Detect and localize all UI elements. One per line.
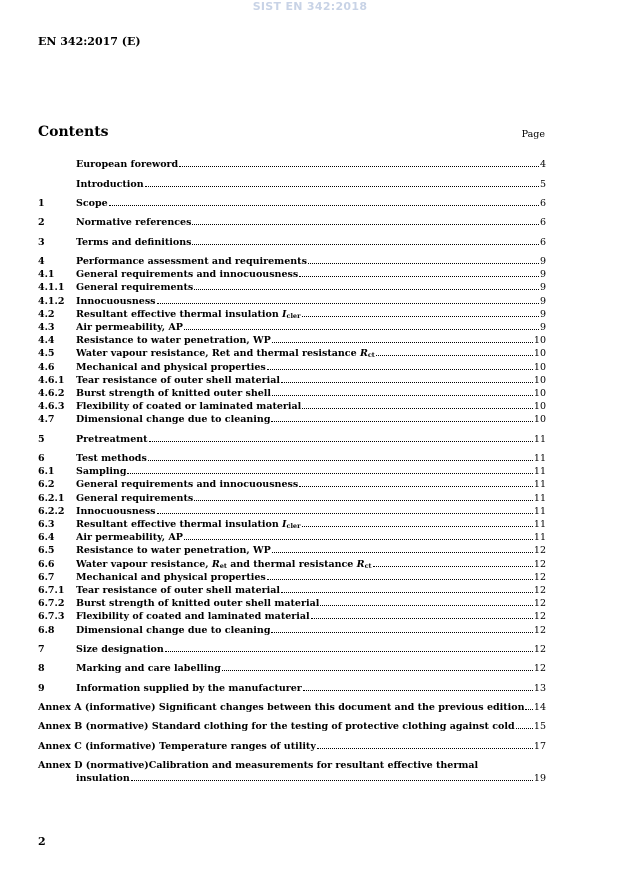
toc-entry-number: 6.6	[38, 558, 55, 570]
toc-entry-page: 11	[533, 466, 546, 478]
dot-leader	[299, 486, 533, 487]
document-id: EN 342:2017 (E)	[38, 35, 141, 48]
toc-entry-title: Air permeability, AP	[76, 322, 183, 333]
toc-entry-title: Tear resistance of outer shell material	[76, 374, 280, 386]
toc-entry-title: Flexibility of coated or laminated material	[76, 401, 302, 413]
toc-entry-title: General requirements and innocuousness	[76, 479, 299, 491]
toc-entry-page: 11	[533, 532, 546, 544]
toc-entry-number: 5	[38, 433, 45, 445]
toc-entry[interactable]	[38, 583, 546, 596]
toc-entry[interactable]	[38, 386, 546, 399]
toc-entry-page: 9	[539, 322, 546, 333]
toc-entry-page: 12	[533, 558, 546, 570]
dot-leader	[192, 244, 539, 245]
annex-label: Annex D (normative)	[38, 760, 149, 772]
toc-entry-number: 4.6	[38, 361, 55, 373]
toc-entry-title: Introduction	[76, 178, 144, 190]
dot-leader	[281, 382, 533, 383]
toc-entry-number: 6.3	[38, 519, 55, 530]
toc-entry[interactable]	[38, 176, 546, 189]
toc-entry-title: Dimensional change due to cleaning	[76, 624, 271, 636]
toc-entry-number: 6.7.3	[38, 611, 65, 623]
toc-entry-title: Flexibility of coated and laminated material	[76, 611, 310, 623]
toc-entry-number: 6.4	[38, 532, 55, 544]
annex-description: Calibration and measurements for resultant effective thermal	[148, 760, 479, 772]
toc-entry-page: 12	[533, 624, 546, 636]
toc-entry-page: 17	[533, 740, 546, 752]
dot-leader	[179, 166, 539, 167]
toc-entry[interactable]	[38, 412, 546, 425]
dot-leader	[165, 651, 533, 652]
toc-annex-title	[38, 702, 524, 713]
annex-label: Annex B (normative)	[38, 721, 149, 733]
toc-entry-title: Innocuousness	[76, 295, 156, 307]
toc-entry-number: 2	[38, 217, 45, 229]
toc-entry-number: 4.1	[38, 269, 55, 281]
toc-entry-page: 10	[533, 335, 546, 347]
dot-leader	[302, 316, 539, 317]
toc-entry[interactable]	[38, 373, 546, 386]
toc-entry-page: 10	[533, 414, 546, 426]
toc-entry-number: 4.5	[38, 348, 55, 360]
annex-line-2	[38, 771, 546, 784]
toc-entry[interactable]	[38, 622, 546, 635]
toc-entry-number: 6.7.1	[38, 584, 65, 596]
toc-entry[interactable]	[38, 556, 546, 569]
toc-entry[interactable]	[38, 432, 546, 445]
toc-entry[interactable]	[38, 477, 546, 490]
toc-entry-title: Normative references	[76, 217, 192, 229]
toc-entry-number: 4.7	[38, 414, 55, 426]
toc-entry-page: 11	[533, 492, 546, 504]
toc-entry-title: General requirements and innocuousness	[76, 269, 299, 281]
toc-entry-page: 11	[533, 519, 546, 530]
dot-leader	[149, 441, 533, 442]
toc-entry-title: Marking and care labelling	[76, 663, 221, 675]
dot-leader	[272, 342, 533, 343]
toc-entry[interactable]	[38, 596, 546, 609]
toc-entry-page: 11	[533, 433, 546, 445]
toc-entry-number: 4.1.2	[38, 295, 65, 307]
dot-leader	[302, 526, 533, 527]
toc-entry[interactable]	[38, 280, 546, 293]
annex-description: Significant changes between this document and the previous edition	[155, 702, 525, 713]
toc-entry[interactable]	[38, 661, 546, 674]
toc-entry-number: 4.3	[38, 322, 55, 333]
dot-leader	[157, 303, 539, 304]
toc-entry-title: Burst strength of knitted outer shell material	[76, 598, 320, 610]
dot-leader	[127, 473, 532, 474]
toc-entry-page: 12	[533, 643, 546, 655]
toc-entry-page: 12	[533, 571, 546, 583]
toc-entry-number: 1	[38, 197, 45, 209]
page-number: 2	[38, 835, 46, 848]
toc-entry-title: European foreword	[76, 159, 179, 171]
toc-entry-number: 6.2.2	[38, 505, 65, 517]
toc-annex-entry[interactable]	[38, 700, 546, 713]
toc-entry[interactable]	[38, 320, 546, 333]
toc-entry-page: 6	[539, 236, 546, 248]
toc-entry-page: 9	[539, 295, 546, 307]
toc-annex-entry[interactable]	[38, 719, 546, 732]
toc-entry[interactable]	[38, 346, 546, 359]
dot-leader	[194, 500, 533, 501]
toc-entry-page: 5	[539, 178, 546, 190]
toc-entry-title: General requirements	[76, 492, 194, 504]
toc-entry[interactable]	[38, 196, 546, 209]
toc-entry-page: 12	[533, 545, 546, 557]
dot-leader	[148, 460, 533, 461]
toc-entry[interactable]	[38, 530, 546, 543]
toc-annex-title	[38, 741, 316, 752]
toc-annex-entry[interactable]	[38, 739, 546, 752]
toc-entry-title: General requirements	[76, 282, 194, 294]
toc-entry-number: 4.6.3	[38, 401, 65, 413]
toc-entry[interactable]	[38, 517, 546, 530]
toc-entry[interactable]	[38, 333, 546, 346]
toc-entry[interactable]	[38, 543, 546, 556]
toc-entry-page: 9	[539, 269, 546, 281]
toc-entry-number: 6.5	[38, 545, 55, 557]
annex-label: Annex A (informative)	[38, 702, 156, 713]
toc-entry[interactable]	[38, 504, 546, 517]
toc-entry-page: 9	[539, 282, 546, 294]
toc-entry[interactable]	[38, 215, 546, 228]
toc-entry-number: 9	[38, 682, 45, 694]
dot-leader	[222, 670, 533, 671]
toc-entry-number: 4.6.1	[38, 374, 65, 386]
toc-entry[interactable]	[38, 293, 546, 306]
page-title: Contents	[38, 124, 109, 140]
toc-entry-number: 4.2	[38, 308, 55, 320]
dot-leader	[299, 276, 539, 277]
toc-entry[interactable]	[38, 254, 546, 267]
toc-entry-title: Mechanical and physical properties	[76, 361, 266, 373]
toc-entry[interactable]	[38, 490, 546, 503]
toc-entry-title: Pretreatment	[76, 433, 148, 445]
toc-entry-number: 3	[38, 236, 45, 248]
toc-entry-page: 10	[533, 374, 546, 386]
dot-leader	[192, 224, 539, 225]
toc-entry-title: Innocuousness	[76, 505, 156, 517]
toc-entry-page: 19	[533, 773, 546, 785]
annex-description: Standard clothing for the testing of protective clothing against cold	[148, 721, 515, 733]
toc-entry-title: Water vapour resistance, $R_{et}$ and thermal resistance $R_{ct}$	[76, 558, 372, 570]
toc-entry-number: 4.1.1	[38, 282, 65, 294]
toc-entry-title: Terms and definitions	[76, 236, 192, 248]
toc-entry-number: 4	[38, 256, 45, 268]
toc-entry-page: 6	[539, 197, 546, 209]
dot-leader	[145, 186, 539, 187]
toc-entry-number: 8	[38, 663, 45, 675]
toc-entry-title: Information supplied by the manufacturer	[76, 682, 302, 694]
toc-entry-title: Water vapour resistance, Ret and thermal resistance $R_{ct}$	[76, 348, 375, 360]
toc-annex-entry[interactable]	[38, 758, 546, 784]
toc-entry-number: 7	[38, 643, 45, 655]
toc-entry-title: Resistance to water penetration, WP	[76, 335, 271, 347]
toc-entry-page: 10	[533, 361, 546, 373]
toc-entry-number: 6.1	[38, 466, 55, 478]
dot-leader	[308, 263, 539, 264]
dot-leader	[267, 579, 533, 580]
toc-entry-title: Test methods	[76, 453, 147, 465]
toc-entry-page: 10	[533, 348, 546, 360]
toc-entry[interactable]	[38, 307, 546, 320]
dot-leader	[109, 205, 539, 206]
dot-leader	[281, 592, 533, 593]
toc-entry-title: Tear resistance of outer shell material	[76, 584, 280, 596]
dot-leader	[311, 618, 533, 619]
toc-entry-title: Resistance to water penetration, WP	[76, 545, 271, 557]
toc-entry-page: 10	[533, 387, 546, 399]
toc-entry-page: 11	[533, 453, 546, 465]
toc-entry[interactable]	[38, 642, 546, 655]
toc-entry-page: 12	[533, 598, 546, 610]
dot-leader	[303, 690, 533, 691]
toc-entry-page: 14	[533, 702, 546, 713]
dot-leader	[525, 709, 532, 710]
dot-leader	[184, 329, 539, 330]
dot-leader	[184, 539, 533, 540]
toc-entry[interactable]	[38, 451, 546, 464]
toc-entry-page: 11	[533, 479, 546, 491]
table-of-contents	[38, 157, 546, 784]
dot-leader	[317, 748, 533, 749]
toc-entry-title: Performance assessment and requirements	[76, 256, 307, 268]
toc-entry-page: 10	[533, 401, 546, 413]
toc-annex-title	[38, 721, 515, 732]
dot-leader	[516, 728, 533, 729]
toc-entry[interactable]	[38, 267, 546, 280]
toc-entry[interactable]	[38, 464, 546, 477]
page-column-label: Page	[521, 129, 545, 140]
toc-entry[interactable]	[38, 399, 546, 412]
toc-entry-page: 11	[533, 505, 546, 517]
toc-entry-number: 6.2.1	[38, 492, 65, 504]
toc-entry-number: 4.6.2	[38, 387, 65, 399]
toc-entry-title: Mechanical and physical properties	[76, 571, 266, 583]
annex-description: Temperature ranges of utility	[155, 740, 316, 752]
dot-leader	[376, 355, 533, 356]
dot-leader	[131, 780, 533, 781]
toc-entry-title: Burst strength of knitted outer shell	[76, 387, 272, 399]
annex-line-1	[38, 758, 546, 771]
dot-leader	[271, 421, 532, 422]
toc-entry-page: 4	[539, 159, 546, 171]
annex-description-continued: insulation	[76, 773, 130, 785]
toc-entry-page: 13	[533, 682, 546, 694]
dot-leader	[194, 289, 539, 290]
toc-entry[interactable]	[38, 609, 546, 622]
toc-entry-page: 9	[539, 256, 546, 268]
toc-entry[interactable]	[38, 235, 546, 248]
toc-entry-title: Size designation	[76, 643, 164, 655]
toc-entry-number: 6.7	[38, 571, 55, 583]
toc-entry[interactable]	[38, 680, 546, 693]
toc-entry-page: 12	[533, 611, 546, 623]
toc-entry-title: Resultant effective thermal insulation $I_{cler}$	[76, 308, 301, 320]
annex-label: Annex C (informative)	[38, 740, 156, 752]
toc-entry-title: Dimensional change due to cleaning	[76, 414, 271, 426]
toc-entry-title: Scope	[76, 197, 108, 209]
dot-leader	[157, 513, 533, 514]
toc-entry-number: 6.8	[38, 624, 55, 636]
dot-leader	[320, 605, 533, 606]
toc-entry-title: Resultant effective thermal insulation $I_{cler}$	[76, 519, 301, 530]
toc-entry-number: 4.4	[38, 335, 55, 347]
toc-entry-page: 9	[539, 308, 546, 320]
toc-entry[interactable]	[38, 359, 546, 372]
toc-entry-title: Sampling	[76, 466, 127, 478]
toc-entry-number: 6.7.2	[38, 598, 65, 610]
dot-leader	[267, 369, 533, 370]
dot-leader	[271, 632, 532, 633]
toc-entry-number: 6.2	[38, 479, 55, 491]
toc-entry-title: Air permeability, AP	[76, 532, 183, 544]
dot-leader	[272, 552, 533, 553]
toc-entry-page: 12	[533, 663, 546, 675]
dot-leader	[302, 408, 533, 409]
watermark: SIST EN 342:2018	[252, 0, 368, 13]
toc-entry[interactable]	[38, 570, 546, 583]
toc-entry-number: 6	[38, 453, 45, 465]
dot-leader	[373, 566, 533, 567]
toc-entry[interactable]	[38, 157, 546, 170]
dot-leader	[272, 395, 533, 396]
toc-entry-page: 6	[539, 217, 546, 229]
toc-entry-page: 15	[533, 721, 546, 733]
toc-entry-page: 12	[533, 584, 546, 596]
